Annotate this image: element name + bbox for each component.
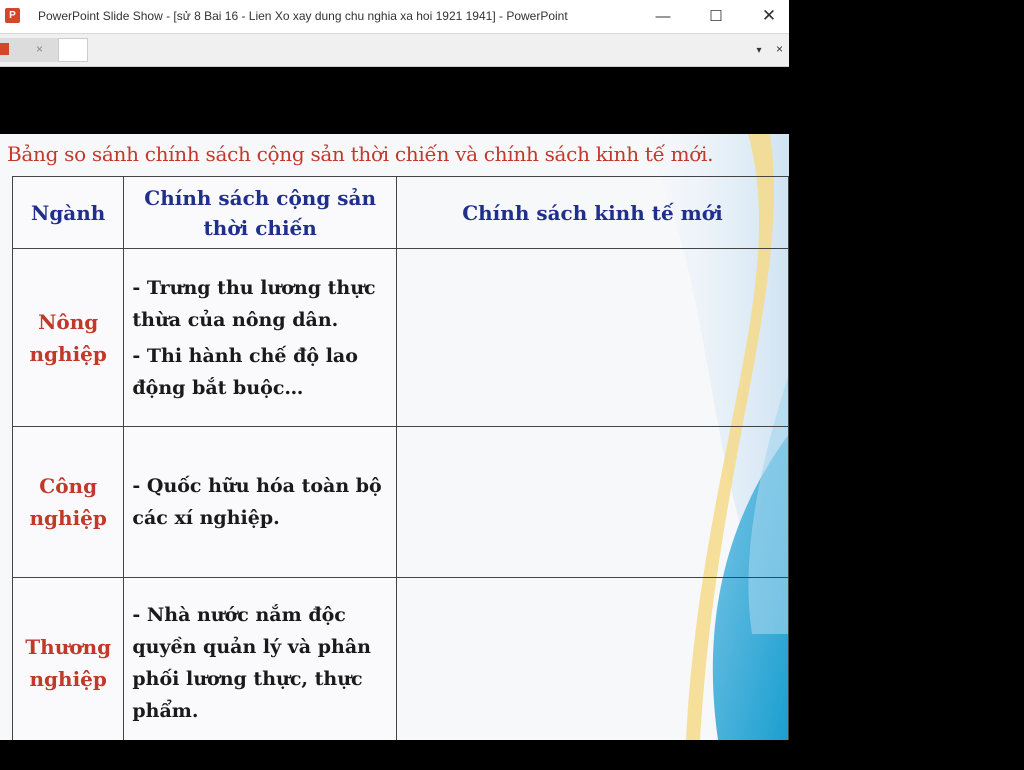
dropdown-arrow-icon[interactable]: ▾ bbox=[756, 45, 762, 56]
comparison-table bbox=[12, 176, 789, 740]
table-header-row bbox=[13, 177, 789, 249]
header-sector: Ngành bbox=[13, 177, 124, 249]
nep-agriculture bbox=[396, 249, 788, 427]
powerpoint-icon: P bbox=[5, 8, 20, 23]
sector-commerce: Thương nghiệp bbox=[13, 578, 124, 741]
sector-agriculture: Nông nghiệp bbox=[13, 249, 124, 427]
minimize-button[interactable]: — bbox=[655, 7, 671, 25]
table-row bbox=[13, 249, 789, 427]
policy-line: - Thi hành chế độ lao động bắt buộc… bbox=[132, 344, 358, 399]
policy-line: - Trưng thu lương thực thừa của nông dân. bbox=[132, 276, 376, 331]
close-button[interactable]: ✕ bbox=[761, 6, 777, 25]
window-title: PowerPoint Slide Show - [sử 8 Bai 16 - Lien Xo xay dung chu nghia xa hoi 1921 1941] - PowerPoint bbox=[38, 9, 568, 23]
slide-tab[interactable] bbox=[0, 38, 58, 62]
tab-close-icon[interactable]: × bbox=[36, 42, 44, 56]
slide-title: Bảng so sánh chính sách cộng sản thời chiến và chính sách kinh tế mới. bbox=[7, 142, 714, 166]
policy-line: - Quốc hữu hóa toàn bộ các xí nghiệp. bbox=[132, 475, 382, 529]
header-new-economic-policy: Chính sách kinh tế mới bbox=[396, 177, 788, 249]
header-war-communism: Chính sách cộng sản thời chiến bbox=[124, 177, 397, 249]
maximize-button[interactable]: ☐ bbox=[709, 8, 723, 25]
sector-industry: Công nghiệp bbox=[13, 427, 124, 578]
slide bbox=[0, 134, 789, 740]
powerpoint-small-icon bbox=[0, 43, 9, 55]
war-communism-industry bbox=[124, 427, 397, 578]
table-row bbox=[13, 427, 789, 578]
table-row bbox=[13, 578, 789, 741]
nep-commerce bbox=[396, 578, 788, 741]
nep-industry bbox=[396, 427, 788, 578]
slideshow-toolbar bbox=[0, 34, 789, 67]
war-communism-commerce bbox=[124, 578, 397, 741]
window-titlebar bbox=[0, 0, 789, 34]
blank-tab[interactable] bbox=[58, 38, 88, 62]
war-communism-agriculture bbox=[124, 249, 397, 427]
toolbar-close-icon[interactable]: × bbox=[776, 42, 784, 56]
policy-line: - Nhà nước nắm độc quyền quản lý và phân phối lương thực, thực phẩm. bbox=[132, 603, 371, 722]
